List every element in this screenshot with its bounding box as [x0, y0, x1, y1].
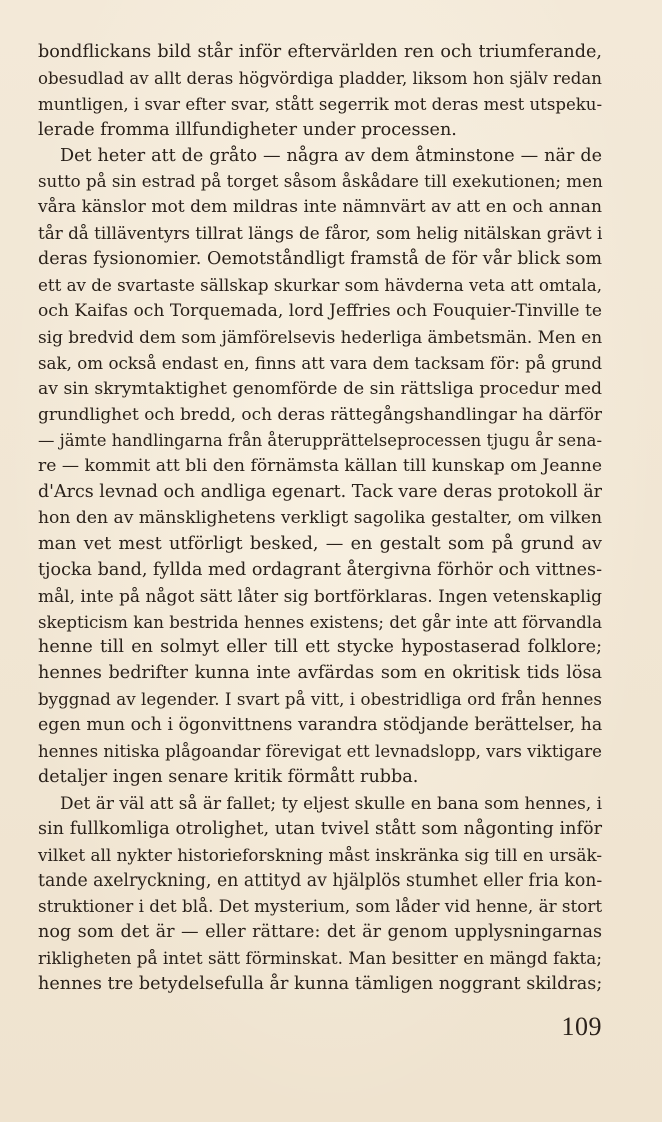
text-line: henne till en solmyt eller till ett stycke hypostaserad folklore;	[38, 637, 602, 658]
text-line: sig bredvid dem som jämförelsevis hederliga ämbetsmän. Men en	[38, 326, 603, 347]
paragraph	[38, 144, 602, 791]
paragraph	[38, 40, 602, 144]
text-line: d'Arcs levnad och andliga egenart. Tack vare deras protokoll är	[38, 482, 602, 503]
text-line: re — kommit att bli den förnämsta källan till kunskap om Jeanne	[38, 456, 602, 477]
text-line: tande axelryckning, en attityd av hjälplös stumhet eller fria kon-	[38, 870, 603, 891]
text-line: muntligen, i svar efter svar, stått segerrik mot deras mest utspeku-	[38, 94, 603, 114]
text-line: — jämte handlingarna från återupprättelseprocessen tjugu år sena-	[38, 431, 602, 451]
text-line: bondflickans bild står inför eftervärlden ren och triumferande,	[38, 42, 602, 62]
text-line: sin fullkomliga otrolighet, utan tvivel stått som någonting inför	[38, 818, 602, 839]
text-line: mål, inte på något sätt låter sig bortförklaras. Ingen vetenskaplig	[38, 585, 602, 606]
text-line: struktioner i det blå. Det mysterium, som låder vid henne, är stort	[38, 896, 603, 917]
text-line: hon den av mänsklighetens verkligt sagolika gestalter, om vilken	[38, 508, 602, 529]
text-line: grundlighet och bredd, och deras rättegångshandlingar ha därför	[38, 404, 602, 425]
text-line: våra känslor mot dem mildras inte nämnvärt av att en och annan	[38, 197, 602, 218]
text-line: rikligheten på intet sätt förminskat. Man besitter en mängd fakta;	[38, 948, 602, 969]
text-line: Det är väl att så är fallet; ty eljest skulle en bana som hennes, i	[60, 792, 602, 813]
body-text	[38, 40, 602, 998]
text-line: hennes tre betydelsefulla år kunna tämligen noggrant skildras;	[38, 974, 603, 995]
text-line: av sin skrymtaktighet genomförde de sin rättsliga procedur med	[38, 378, 602, 399]
text-line: man vet mest utförligt besked, — en gestalt som på grund av	[38, 533, 602, 554]
text-line: och Kaifas och Torquemada, lord Jeffries och Fouquier-Tinville te	[38, 300, 602, 321]
text-line: skepticism kan bestrida hennes existens; det går inte att förvandla	[38, 612, 602, 632]
text-line: obesudlad av allt deras högvördiga pladder, liksom hon själv redan	[38, 68, 602, 88]
text-line: sutto på sin estrad på torget såsom åskådare till exekutionen; men	[38, 172, 603, 192]
text-line: sak, om också endast en, finns att vara dem tacksam för: på grund	[38, 353, 602, 373]
text-line: egen mun och i ögonvittnens varandra stödjande berättelser, ha	[38, 715, 603, 736]
text-line: tjocka band, fyllda med ordagrant återgivna förhör och vittnes-	[38, 559, 603, 580]
text-line: byggnad av legender. I svart på vitt, i obestridliga ord från hennes	[38, 689, 602, 710]
text-line: lerade fromma illfundigheter under processen.	[38, 119, 457, 140]
page-number: 109	[561, 1012, 602, 1041]
text-line: hennes bedrifter kunna inte avfärdas som en okritisk tids lösa	[38, 663, 602, 684]
text-line: deras fysionomier. Oemotståndligt framstå de för vår blick som	[38, 249, 602, 270]
text-line: vilket all nykter historieforskning måst inskränka sig till en ursäk-	[38, 844, 602, 865]
text-line: ett av de svartaste sällskap skurkar som hävderna veta att omtala,	[38, 276, 602, 296]
text-line: Det heter att de gråto — några av dem åtminstone — när de	[60, 145, 602, 166]
paragraph	[38, 791, 602, 998]
text-line: tår då tilläventyrs tillrat längs de fåror, som helig nitälskan grävt i	[38, 223, 603, 244]
text-line: detaljer ingen senare kritik förmått rubba.	[38, 766, 419, 787]
text-line: hennes nitiska plågoandar förevigat ett levnadslopp, vars viktigare	[38, 742, 602, 762]
text-line: nog som det är — eller rättare: det är genom upplysningarnas	[38, 922, 602, 943]
